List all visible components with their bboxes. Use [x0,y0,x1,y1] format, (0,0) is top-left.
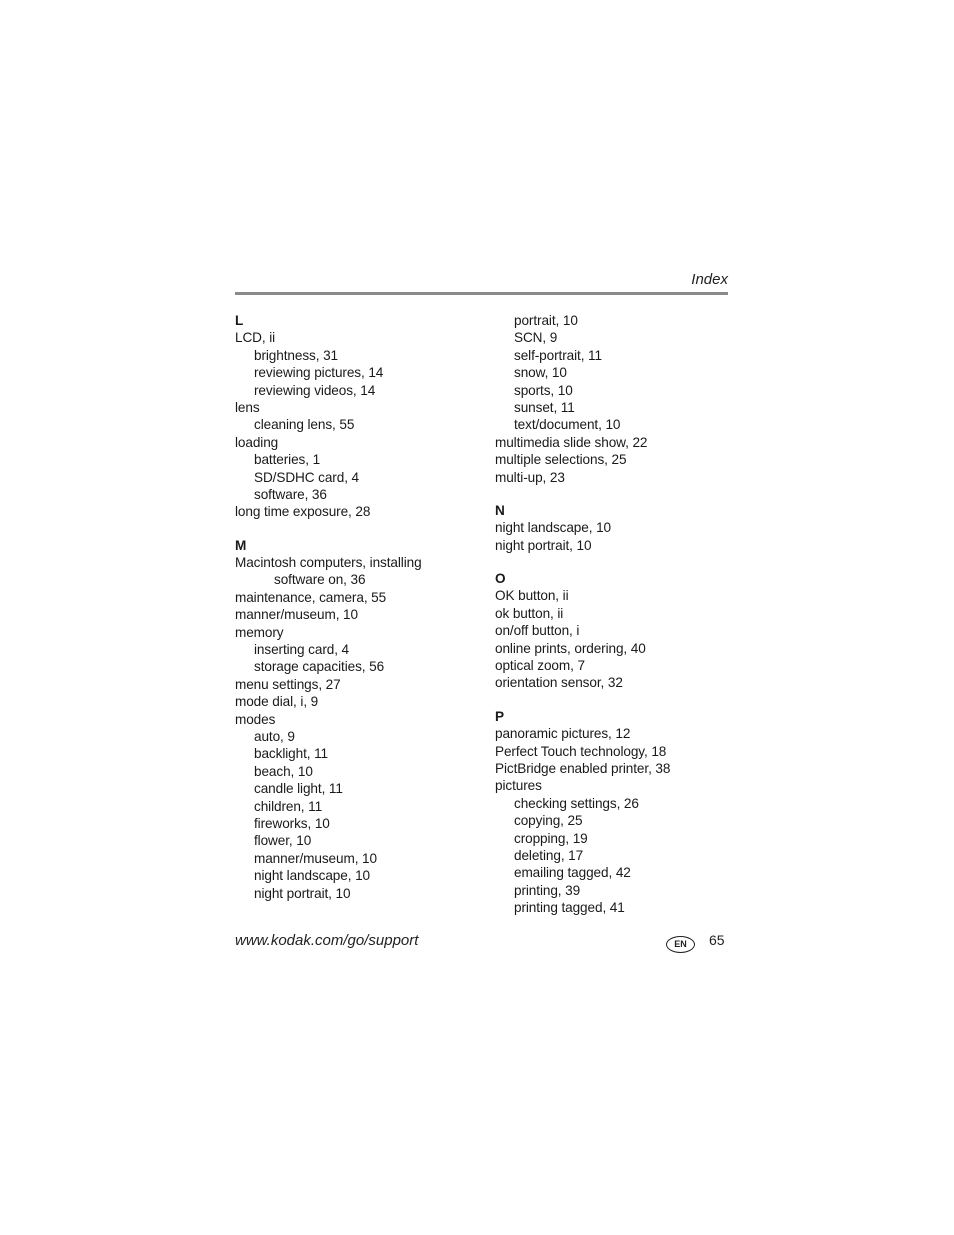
index-subentry: deleting, 17 [514,847,584,863]
index-entry: long time exposure, 28 [235,504,371,520]
index-subentry: sunset, 11 [514,399,575,415]
index-subentry: inserting card, 4 [254,642,350,658]
index-subentry: copying, 25 [514,813,583,829]
index-column-left [235,312,485,902]
index-entry: memory [235,624,284,640]
index-subentry: sports, 10 [514,382,573,398]
index-entry: night portrait, 10 [495,537,592,553]
language-badge: EN [666,936,695,953]
index-subentry: snow, 10 [514,365,567,381]
page-number: 65 [709,932,725,948]
index-entry: multimedia slide show, 22 [495,434,648,450]
index-subentry: manner/museum, 10 [254,850,377,866]
index-subentry: software on, 36 [274,572,366,588]
index-section-letter: L [235,313,244,328]
index-subentry: backlight, 11 [254,746,329,762]
index-subentry: batteries, 1 [254,452,321,468]
index-entry: manner/museum, 10 [235,607,358,623]
index-section-letter: O [495,571,506,587]
index-entry: PictBridge enabled printer, 38 [495,760,671,776]
index-subentry: reviewing videos, 14 [254,382,376,398]
index-subentry: brightness, 31 [254,347,338,363]
index-subentry: storage capacities, 56 [254,659,385,675]
index-section-letter: M [235,537,247,553]
index-entry: multi-up, 23 [495,469,565,485]
index-subentry: night landscape, 10 [254,868,371,884]
section-gap [495,692,735,708]
index-subentry: self-portrait, 11 [514,347,602,363]
index-subentry: text/document, 10 [514,417,621,433]
index-entry: menu settings, 27 [235,676,341,692]
footer-support-url[interactable]: www.kodak.com/go/support [235,932,419,949]
index-column-right [495,312,735,917]
index-subentry: candle light, 11 [254,781,343,797]
index-subentry: cleaning lens, 55 [254,417,355,433]
index-subentry: printing, 39 [514,882,581,898]
index-section-letter: P [495,708,504,724]
index-entry: lens [235,399,260,415]
section-gap [495,486,735,502]
index-section-letter: N [495,502,505,518]
index-subentry: children, 11 [254,798,323,814]
index-entry: loading [235,434,279,450]
index-entry: on/off button, i [495,623,580,639]
index-entry: panoramic pictures, 12 [495,726,631,742]
index-entry: maintenance, camera, 55 [235,589,387,605]
index-subentry: SD/SDHC card, 4 [254,469,360,485]
index-subentry: SCN, 9 [514,330,558,346]
index-subentry: night portrait, 10 [254,885,351,901]
index-entry: LCD, ii [235,330,276,346]
index-subentry: portrait, 10 [514,313,578,328]
index-entry: ok button, ii [495,605,564,621]
index-subentry: beach, 10 [254,763,313,779]
index-subentry: emailing tagged, 42 [514,865,631,881]
index-subentry: auto, 9 [254,728,295,744]
index-entry: modes [235,711,276,727]
index-entry: optical zoom, 7 [495,658,585,674]
section-gap [235,521,485,537]
header-rule [235,292,728,295]
index-entry: Perfect Touch technology, 18 [495,743,667,759]
index-entry: Macintosh computers, installing [235,555,422,571]
index-entry: online prints, ordering, 40 [495,640,646,656]
index-subentry: cropping, 19 [514,830,588,846]
index-subentry: checking settings, 26 [514,795,639,811]
section-gap [495,554,735,570]
index-subentry: reviewing pictures, 14 [254,365,384,381]
index-subentry: software, 36 [254,486,327,502]
index-subentry: flower, 10 [254,833,312,849]
index-subentry: fireworks, 10 [254,815,330,831]
index-entry: orientation sensor, 32 [495,675,623,691]
index-entry: night landscape, 10 [495,520,612,536]
index-entry: multiple selections, 25 [495,452,627,468]
page-header-title: Index [691,271,728,288]
index-entry: OK button, ii [495,588,569,604]
index-entry: pictures [495,778,542,794]
index-entry: mode dial, i, 9 [235,694,319,710]
index-subentry: printing tagged, 41 [514,900,625,916]
